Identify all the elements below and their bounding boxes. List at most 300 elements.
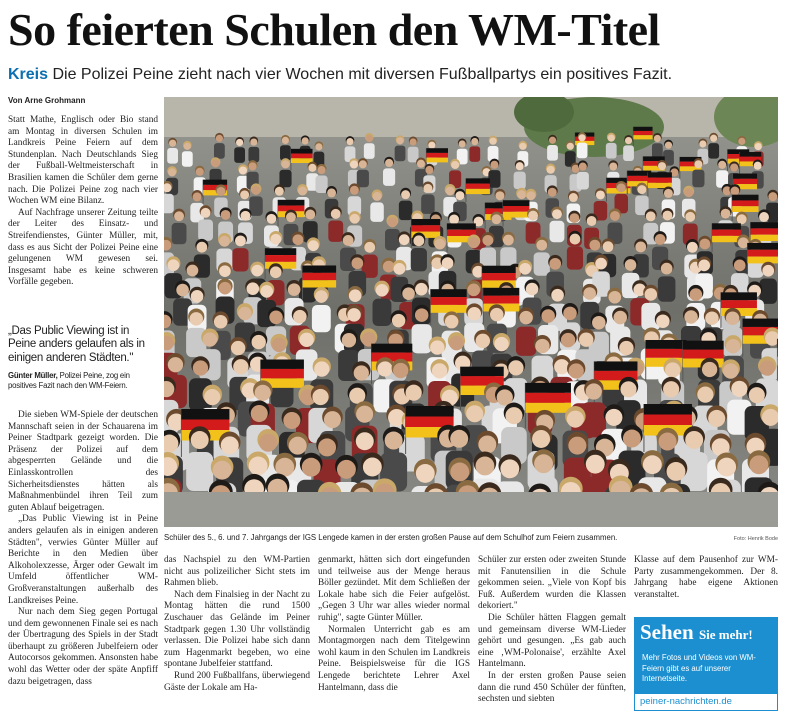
person-head <box>468 237 479 248</box>
person-head <box>718 161 726 169</box>
person-head <box>373 192 382 201</box>
person-head <box>528 211 538 221</box>
person-head <box>221 436 239 454</box>
person-head <box>351 257 363 269</box>
person-head <box>759 212 769 222</box>
person-body <box>514 172 526 190</box>
german-flag-stripe <box>466 184 490 189</box>
german-flag-stripe <box>648 172 672 177</box>
person-head <box>655 234 666 245</box>
german-flag-stripe <box>503 212 529 218</box>
person-head <box>450 463 469 482</box>
person-head <box>468 307 482 321</box>
person-body <box>606 143 617 159</box>
person-head <box>423 184 432 193</box>
deck <box>8 64 778 86</box>
person-head <box>342 333 356 347</box>
article-column-3 <box>318 555 470 694</box>
person-head <box>478 435 496 453</box>
person-head <box>578 134 585 141</box>
person-head <box>554 359 569 374</box>
person-head <box>699 239 710 250</box>
person-head <box>417 160 425 168</box>
person-head <box>446 186 455 195</box>
person-head <box>281 160 289 168</box>
person-head <box>318 438 336 456</box>
person-head <box>442 257 454 269</box>
german-flag-stripe <box>431 297 467 305</box>
person-head <box>168 168 176 176</box>
german-flag-stripe <box>646 349 687 358</box>
person-head <box>667 462 686 481</box>
person-head <box>723 363 738 378</box>
person-head <box>451 161 459 169</box>
person-head <box>567 143 574 150</box>
article-column-2 <box>164 555 310 694</box>
person-head <box>359 160 367 168</box>
person-head <box>347 308 361 322</box>
german-flag-stripe <box>372 344 413 353</box>
promo-link[interactable]: peiner-nachrichten.de <box>634 693 778 711</box>
german-flag-stripe <box>447 223 476 229</box>
person-head <box>425 166 433 174</box>
person-body <box>399 201 413 221</box>
person-body <box>167 148 178 164</box>
person-head <box>587 216 597 226</box>
person-head <box>535 339 549 353</box>
german-flag-stripe <box>751 222 778 228</box>
paragraph: das Nachspiel zu den WM-Partien nicht aus polizeilicher Sicht stets im Rahmen blieb. <box>164 555 310 589</box>
person-head <box>356 406 373 423</box>
person-head <box>331 209 341 219</box>
person-body <box>373 299 392 326</box>
person-head <box>730 187 739 196</box>
person-head <box>289 437 307 455</box>
person-head <box>213 461 232 480</box>
person-head <box>760 361 775 376</box>
paragraph: Nur nach dem Sieg gegen Portugal und dem gewonnenen Finale sei es nach der Übertragung des Spiels in der Stadt überhaupt zu größeren Jubelfeiern oder Autocorsos gekommen. Ansonsten habe wohl das Wetter oder der späte Anpfiff dazu beigetragen, dass <box>8 607 158 687</box>
person-body <box>550 221 565 242</box>
person-head <box>569 213 579 223</box>
person-head <box>415 283 428 296</box>
person-head <box>364 242 375 253</box>
person-body <box>164 194 174 214</box>
person-head <box>247 282 260 295</box>
person-head <box>305 210 315 220</box>
german-flag-stripe <box>777 357 778 366</box>
person-head <box>619 341 633 355</box>
person-head <box>608 135 615 142</box>
photo-credit: Foto: Henrik Bode <box>733 536 778 542</box>
person-head <box>396 137 403 144</box>
person-head <box>231 341 245 355</box>
person-head <box>762 265 774 277</box>
german-flag-stripe <box>466 189 490 194</box>
person-head <box>174 211 184 221</box>
person-head <box>308 240 319 251</box>
german-flag-stripe <box>748 250 778 257</box>
person-body <box>412 324 432 353</box>
person-head <box>235 235 246 246</box>
person-head <box>406 385 422 401</box>
german-flag-stripe <box>777 348 778 357</box>
person-body <box>577 172 589 190</box>
person-body <box>411 248 427 271</box>
german-flag-stripe <box>181 409 229 420</box>
person-head <box>721 209 731 219</box>
promo-subtitle: Sie mehr! <box>698 627 753 642</box>
person-head <box>251 405 268 422</box>
person-head <box>685 212 695 222</box>
german-flag-stripe <box>525 383 571 393</box>
person-head <box>754 162 762 170</box>
person-head <box>489 138 496 145</box>
person-head <box>286 212 296 222</box>
person-head <box>665 142 672 149</box>
german-flag-stripe <box>633 127 652 131</box>
deck-text: Die Polizei Peine zieht nach vier Wochen mit diversen Fußballpartys ein positives Fazit. <box>48 66 673 83</box>
person-body <box>516 327 536 356</box>
person-head <box>219 265 231 277</box>
person-head <box>402 287 415 300</box>
german-flag-stripe <box>712 223 741 229</box>
german-flag-stripe <box>411 219 440 225</box>
person-head <box>356 432 374 450</box>
german-flag-stripe <box>733 174 757 179</box>
crowd-photo-illustration <box>164 97 778 527</box>
person-head <box>519 143 526 150</box>
person-head <box>314 361 329 376</box>
person-head <box>738 138 745 145</box>
person-body <box>328 220 343 241</box>
person-head <box>698 260 710 272</box>
person-head <box>708 410 725 427</box>
person-head <box>312 389 328 405</box>
person-head <box>717 458 736 477</box>
person-head <box>428 142 435 149</box>
german-flag-stripe <box>732 206 758 212</box>
person-head <box>620 381 636 397</box>
person-head <box>240 190 249 199</box>
person-head <box>293 234 304 245</box>
person-head <box>508 360 523 375</box>
person-head <box>270 234 281 245</box>
person-head <box>196 168 204 176</box>
person-body <box>488 170 500 188</box>
person-head <box>269 311 283 325</box>
person-head <box>586 455 605 474</box>
person-head <box>646 211 656 221</box>
promo-title <box>640 619 753 648</box>
person-head <box>482 235 493 246</box>
german-flag-stripe <box>733 179 757 184</box>
person-head <box>702 362 717 377</box>
person-head <box>249 162 257 170</box>
person-head <box>416 464 435 483</box>
person-head <box>661 263 673 275</box>
person-head <box>654 135 661 142</box>
person-head <box>466 405 483 422</box>
person-head <box>204 389 220 405</box>
person-head <box>236 139 243 146</box>
person-head <box>548 188 557 197</box>
person-head <box>445 315 459 329</box>
person-body <box>421 194 435 214</box>
person-head <box>614 311 628 325</box>
byline: Von Arne Grohmann <box>8 96 86 105</box>
person-head <box>298 187 307 196</box>
person-head <box>251 186 260 195</box>
person-head <box>699 140 706 147</box>
person-head <box>731 381 747 397</box>
promo-box[interactable] <box>634 617 778 711</box>
deck-kicker: Kreis <box>8 66 49 83</box>
person-head <box>663 381 679 397</box>
person-head <box>176 284 189 297</box>
german-flag-stripe <box>777 339 778 348</box>
german-flag-stripe <box>461 367 504 376</box>
paragraph: genmarkt, hätten sich dort eingefunden und teilweise aus der Menge heraus Böller gezündet. Mit dem Schließen der Lokale habe sich die Feier aufgelöst. „Gegen 3 Uhr war alles wieder normal ruhig", sagte Günter Müller. <box>318 555 470 623</box>
person-body <box>692 170 704 188</box>
person-head <box>315 143 322 150</box>
person-head <box>592 316 606 330</box>
person-head <box>283 412 300 429</box>
person-head <box>216 187 225 196</box>
german-flag-stripe <box>483 288 519 296</box>
person-head <box>449 214 459 224</box>
person-head <box>184 143 191 150</box>
german-flag-stripe <box>278 200 304 206</box>
person-head <box>625 259 637 271</box>
german-flag-stripe <box>712 230 741 236</box>
person-body <box>182 151 193 167</box>
crowd-photo <box>164 97 778 527</box>
person-head <box>302 137 309 144</box>
person-head <box>413 235 424 246</box>
person-head <box>768 192 777 201</box>
person-head <box>552 209 562 219</box>
person-head <box>191 431 209 449</box>
person-head <box>737 214 747 224</box>
german-flag-stripe <box>426 158 448 163</box>
person-head <box>662 211 672 221</box>
person-head <box>349 289 362 302</box>
person-head <box>609 291 622 304</box>
person-head <box>749 387 765 403</box>
person-body <box>534 252 550 275</box>
person-body <box>469 146 480 162</box>
promo-text: Mehr Fotos und Videos von WM-Feiern gibt es auf unserer Internetseite. <box>642 653 756 683</box>
german-flag-stripe <box>740 152 762 157</box>
person-head <box>315 290 328 303</box>
german-flag-stripe <box>594 361 637 370</box>
person-head <box>214 315 228 329</box>
person-body <box>385 229 400 250</box>
person-body <box>547 145 558 161</box>
person-head <box>726 311 740 325</box>
german-flag-stripe <box>303 265 337 272</box>
person-head <box>623 430 641 448</box>
german-flag-stripe <box>372 353 413 362</box>
person-head <box>327 188 336 197</box>
person-head <box>664 189 673 198</box>
paragraph: Rund 200 Fußballfans, überwiegend Gäste der Lokale am Ha- <box>164 670 310 693</box>
paragraph: Normalen Unterricht gab es am Montagmorgen nach dem Titelgewinn wohl kaum in den Schulen im Landkreis Peine. Beispielsweise für die IGS Lengede berichtete Lehrer Axel Hantelmann, dass die <box>318 624 470 693</box>
person-head <box>568 437 586 455</box>
person-body <box>577 143 588 159</box>
german-flag-stripe <box>261 359 304 368</box>
person-head <box>567 411 584 428</box>
person-body <box>364 143 375 159</box>
person-head <box>238 307 252 321</box>
paragraph: Die sieben WM-Spiele der deutschen Mannschaft seien in der Schauarena im Peiner Stadtpark gezeigt worden. Die Präsenz der Polizei auf dem abgesperrten Gelände und die Einlasskontrollen des Sicherheitsdienstes hätten als Maßnahmenbündel ihren Teil zum guten Ablauf beigetragen. <box>8 410 158 513</box>
person-body <box>232 248 248 271</box>
person-head <box>219 282 232 295</box>
person-body <box>357 170 369 188</box>
person-head <box>393 363 408 378</box>
person-head <box>193 192 202 201</box>
person-head <box>490 308 504 322</box>
person-head <box>434 239 445 250</box>
person-head <box>219 236 230 247</box>
person-body <box>172 223 187 244</box>
person-body <box>567 246 583 269</box>
person-head <box>259 434 277 452</box>
person-head <box>293 310 307 324</box>
person-head <box>318 166 326 174</box>
german-flag-stripe <box>748 243 778 250</box>
person-head <box>549 137 556 144</box>
person-head <box>490 161 498 169</box>
person-head <box>609 162 617 170</box>
person-head <box>459 140 466 147</box>
person-head <box>392 314 406 328</box>
german-flag-stripe <box>426 153 448 158</box>
person-head <box>491 214 501 224</box>
person-head <box>282 137 289 144</box>
paragraph: „Das Public Viewing ist in Peine anders gelaufen als in einigen anderen Städten", verwies Günter Müller auf Berichte in den Medien über Alkoholexzesse, Ärger oder Gewalt im Umfeld öffentlicher WM-Großveranstaltungen außerhalb des Landkreises Peine. <box>8 514 158 606</box>
person-head <box>684 188 693 197</box>
caption-text: Schüler des 5., 6. und 7. Jahrgangs der IGS Lengede kamen in der ersten großen Pause auf dem Schulhof zum Feiern zusammen. <box>164 533 618 542</box>
person-head <box>579 163 587 171</box>
german-flag-stripe <box>411 225 440 231</box>
person-body <box>214 143 225 159</box>
person-head <box>519 263 531 275</box>
person-head <box>385 159 393 167</box>
person-head <box>251 265 263 277</box>
person-head <box>726 339 740 353</box>
person-head <box>475 457 494 476</box>
german-flag-stripe <box>712 236 741 242</box>
person-head <box>730 163 738 171</box>
german-flag-stripe <box>466 178 490 183</box>
person-head <box>168 357 183 372</box>
paragraph: Klasse auf dem Pausenhof zur WM-Party zusammengekommen. Der 8. Jahrgang habe eigene Aktionen veranstaltet. <box>634 555 778 600</box>
person-head <box>432 363 447 378</box>
german-flag-stripe <box>265 248 296 255</box>
german-flag-stripe <box>743 319 778 327</box>
person-head <box>534 454 553 473</box>
person-head <box>500 459 519 478</box>
article-column-5 <box>634 555 778 601</box>
person-head <box>191 290 204 303</box>
person-body <box>759 279 777 304</box>
person-head <box>343 235 354 246</box>
german-flag-stripe <box>732 195 758 201</box>
person-head <box>455 191 464 200</box>
person-head <box>589 240 600 251</box>
person-head <box>705 311 719 325</box>
person-head <box>376 284 389 297</box>
person-head <box>495 191 504 200</box>
german-flag-stripe <box>265 255 296 262</box>
german-flag-stripe <box>633 131 652 135</box>
person-head <box>354 365 369 380</box>
pull-quote-text: „Das Public Viewing ist in Peine anders gelaufen als in einigen anderen Städten." <box>8 325 145 364</box>
person-head <box>570 234 581 245</box>
person-head <box>658 433 676 451</box>
person-head <box>302 458 321 477</box>
person-body <box>248 147 259 163</box>
german-flag-stripe <box>503 200 529 206</box>
person-head <box>494 337 508 351</box>
person-body <box>186 452 213 491</box>
person-head <box>643 455 662 474</box>
person-head <box>526 283 539 296</box>
person-head <box>216 135 223 142</box>
person-head <box>536 240 547 251</box>
person-head <box>168 259 180 271</box>
person-head <box>324 411 341 428</box>
person-head <box>549 258 561 270</box>
person-head <box>583 287 596 300</box>
german-flag-stripe <box>525 393 571 403</box>
paragraph: Nach dem Finalsieg in der Nacht zu Montag hätten die rund 1500 Zuschauer das Gelände im Peiner Stadtpark gegen 1.30 Uhr vollständig verlassen. Die Polizei habe sich dann zum Hagenmarkt begeben, wo eine spontane Jubelfeier stattfand. <box>164 589 310 670</box>
person-head <box>415 308 429 322</box>
person-body <box>234 147 245 163</box>
person-head <box>193 360 208 375</box>
person-body <box>395 146 406 162</box>
person-head <box>363 458 382 477</box>
person-body <box>198 219 213 240</box>
person-head <box>516 162 524 170</box>
german-flag-stripe <box>303 280 337 287</box>
person-head <box>595 258 607 270</box>
person-head <box>517 190 526 199</box>
german-flag-stripe <box>721 292 757 300</box>
person-head <box>749 455 768 474</box>
german-flag-stripe <box>426 148 448 153</box>
person-head <box>308 164 316 172</box>
german-flag-stripe <box>303 273 337 280</box>
person-head <box>684 310 698 324</box>
person-head <box>690 288 703 301</box>
person-head <box>394 263 406 275</box>
person-head <box>569 363 584 378</box>
person-body <box>658 276 676 301</box>
person-head <box>503 235 514 246</box>
german-flag-stripe <box>721 300 757 308</box>
person-head <box>266 214 276 224</box>
german-flag-stripe <box>503 206 529 212</box>
person-head <box>505 407 522 424</box>
paragraph: Statt Mathe, Englisch oder Bio stand am Montag in diversen Schulen im Landkreis Peine Feiern auf dem Stundenplan. Nach Deutschlands Sieg der Fußball-Weltmeisterschaft in Brasilien kamen die Schüler dem gerne nach. Die Polizei Peine zog nach vier Wochen WM eine Bilanz. <box>8 115 158 207</box>
german-flag-stripe <box>291 158 313 163</box>
article-column-4 <box>478 555 626 706</box>
person-head <box>346 138 353 145</box>
person-head <box>734 259 746 271</box>
german-flag-stripe <box>406 406 454 417</box>
